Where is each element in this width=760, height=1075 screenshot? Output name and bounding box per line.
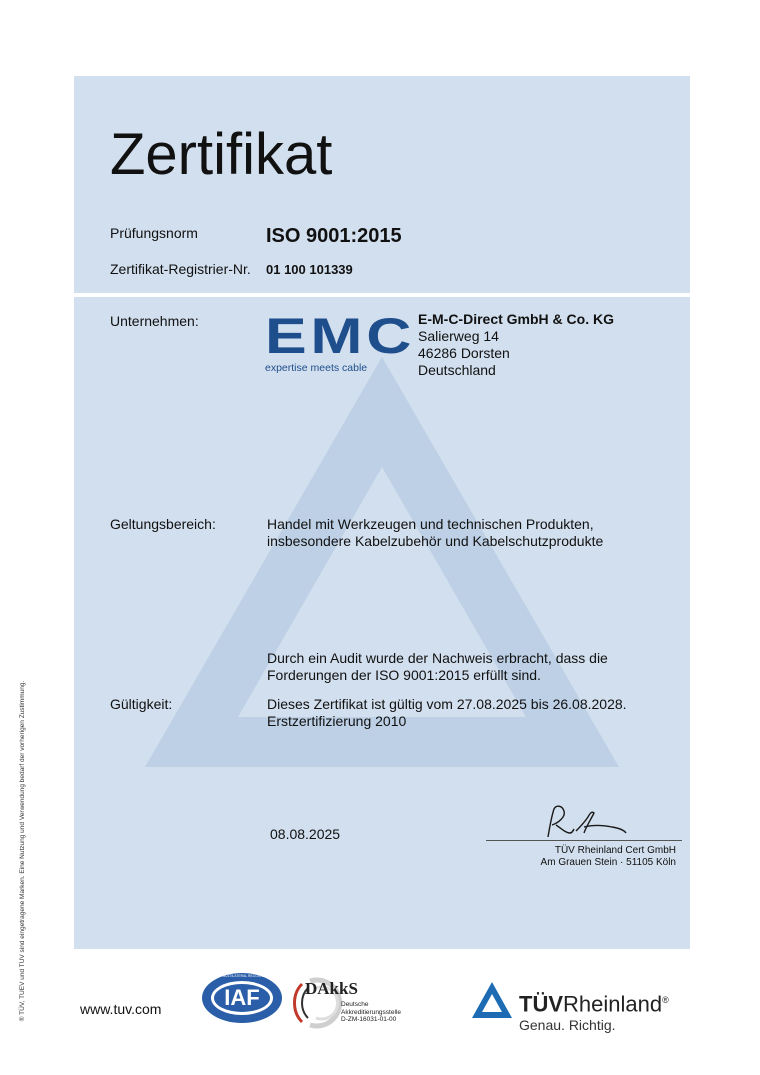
iaf-logo	[201, 972, 300, 1024]
dakks-line-3: D-ZM-16031-01-00	[341, 1016, 397, 1023]
validity-text	[267, 696, 627, 730]
scope-text	[267, 516, 603, 550]
dakks-line-1: Deutsche	[341, 1001, 369, 1008]
standard-value: ISO 9001:2015	[266, 225, 402, 247]
audit-line-1: Durch ein Audit wurde der Nachweis erbracht, dass die	[267, 650, 608, 666]
company-logo	[265, 308, 416, 374]
iaf-text: IAF	[224, 985, 260, 1010]
validity-label: Gültigkeit:	[110, 696, 173, 712]
tuv-rheinland-logo	[471, 979, 691, 1039]
company-country: Deutschland	[418, 362, 496, 378]
issue-date: 08.08.2025	[270, 826, 341, 842]
registration-label: Zertifikat-Registrier-Nr.	[110, 261, 251, 277]
issuer-address: Am Grauen Stein · 51105 Köln	[540, 857, 676, 868]
audit-line-2: Forderungen der ISO 9001:2015 erfüllt sind.	[267, 667, 541, 683]
issuer-name: TÜV Rheinland Cert GmbH	[554, 845, 676, 856]
trademark-notice: ® TÜV, TUEV und TUV sind eingetragene Marken. Eine Nutzung und Verwendung bedarf der vorherigen Zustimmung.	[19, 680, 26, 1022]
registration-number: 01 100 101339	[266, 262, 353, 277]
company-city: 46286 Dorsten	[418, 345, 510, 361]
company-street: Salierweg 14	[418, 328, 499, 344]
tuv-registered-mark: ®	[662, 995, 669, 1005]
tuv-brand-bold: TÜV	[519, 991, 563, 1017]
dakks-line-2: Akkreditierungsstelle	[341, 1008, 401, 1016]
website-link[interactable]: www.tuv.com	[80, 1001, 162, 1017]
standard-label: Prüfungsnorm	[110, 225, 198, 241]
signature-line	[486, 840, 682, 841]
dakks-name: DAkkS	[305, 979, 358, 998]
validity-line-2: Erstzertifizierung 2010	[267, 713, 407, 729]
scope-line-2: insbesondere Kabelzubehör und Kabelschutzprodukte	[267, 533, 604, 549]
tuv-brand-rest: Rheinland	[563, 991, 663, 1017]
tuv-triangle-icon	[471, 981, 513, 1019]
iaf-ring-text: MEMBER OF MULTILATERAL RECOGNITION ARRANGEMENT	[201, 974, 300, 978]
emc-logo-text: EMC	[265, 308, 416, 364]
certificate-title: Zertifikat	[110, 122, 333, 187]
company-label: Unternehmen:	[110, 313, 199, 329]
tuv-slogan: Genau. Richtig.	[519, 1017, 616, 1033]
company-name: E-M-C-Direct GmbH & Co. KG	[418, 311, 614, 327]
scope-line-1: Handel mit Werkzeugen und technischen Produkten,	[267, 516, 594, 532]
company-address	[418, 311, 614, 379]
audit-statement	[267, 650, 608, 684]
emc-logo-tagline: expertise meets cable	[265, 362, 368, 374]
scope-label: Geltungsbereich:	[110, 516, 216, 532]
dakks-logo	[288, 974, 428, 1034]
dakks-details	[341, 1001, 401, 1024]
validity-line-1: Dieses Zertifikat ist gültig vom 27.08.2025 bis 26.08.2028.	[267, 696, 627, 712]
signature	[540, 803, 630, 843]
tuv-brand	[519, 987, 669, 1017]
